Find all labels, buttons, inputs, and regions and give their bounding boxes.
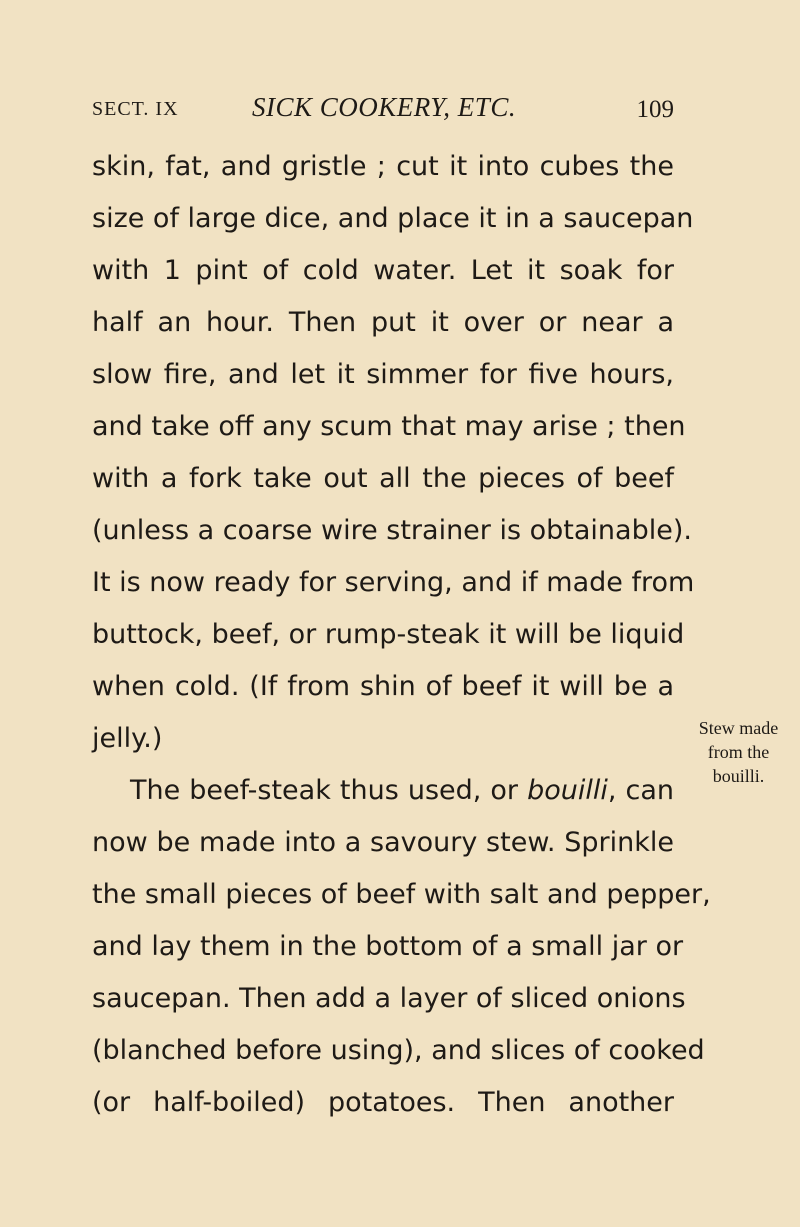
text-line: and take off any scum that may arise ; then [92, 411, 686, 442]
text-line: size of large dice, and place it in a saucepan [92, 203, 694, 234]
text-segment: The beef-steak thus used, or [130, 775, 528, 806]
text-line: It is now ready for serving, and if made from [92, 567, 695, 598]
running-title: SICK COOKERY, ETC. [252, 92, 517, 122]
italic-term: bouilli [527, 775, 608, 806]
margin-note [681, 716, 796, 788]
text-line [130, 771, 674, 811]
text-line: buttock, beef, or rump-steak it will be liquid [92, 619, 685, 650]
page-number: 109 [636, 96, 674, 123]
text-line: (or half-boiled) potatoes. Then another [92, 1087, 674, 1118]
margin-note-line: bouilli. [712, 766, 765, 786]
text-line: saucepan. Then add a layer of sliced onions [92, 983, 686, 1014]
text-line: with 1 pint of cold water. Let it soak for [92, 255, 674, 286]
text-line: (blanched before using), and slices of cooked [92, 1035, 705, 1066]
text-line: (unless a coarse wire strainer is obtainable). [92, 515, 692, 546]
text-line: when cold. (If from shin of beef it will be a [92, 671, 674, 702]
text-line: the small pieces of beef with salt and pepper, [92, 879, 711, 910]
text-line: and lay them in the bottom of a small jar or [92, 931, 684, 962]
section-label: SECT. IX [92, 98, 179, 120]
text-line: skin, fat, and gristle ; cut it into cubes the [92, 151, 674, 182]
text-segment: , can [607, 775, 674, 806]
text-line: slow fire, and let it simmer for five hours, [92, 359, 674, 390]
margin-note-line: from the [707, 742, 770, 762]
text-line: jelly.) [92, 723, 163, 754]
running-header [92, 92, 674, 126]
margin-note-line: Stew made [698, 718, 779, 738]
text-line: now be made into a savoury stew. Sprinkle [92, 827, 674, 858]
text-line: with a fork take out all the pieces of beef [92, 463, 674, 494]
text-line: half an hour. Then put it over or near a [92, 307, 674, 338]
